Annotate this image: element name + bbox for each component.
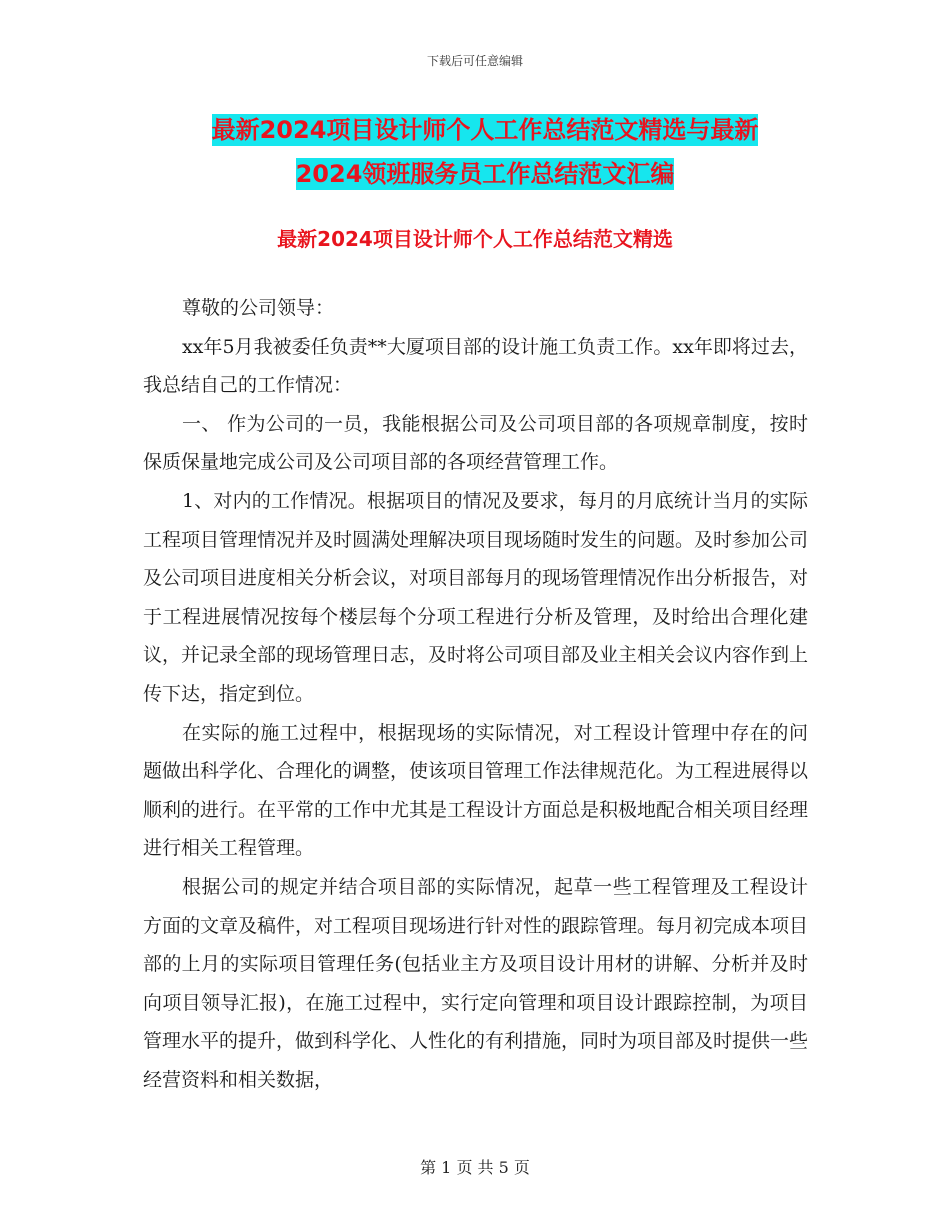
- paragraph: 1、对内的工作情况。根据项目的情况及要求，每月的月底统计当月的实际工程项目管理情况并及时圆满处理解决项目现场随时发生的问题。及时参加公司及公司项目进度相关分析会议，对项目部每月的现场管理情况作出分析报告，对于工程进展情况按每个楼层每个分项工程进行分析及管理，及时给出合理化建议，并记录全部的现场管理日志，及时将公司项目部及业主相关会议内容作到上传下达，指定到位。: [143, 489, 809, 705]
- paragraph-salutation: 尊敬的公司领导：: [181, 297, 334, 319]
- paragraph: xx年5月我被委任负责**大厦项目部的设计施工负责工作。xx年即将过去，我总结自己的工作情况：: [143, 335, 808, 397]
- document-body: [143, 289, 808, 1099]
- paragraph: 根据公司的规定并结合项目部的实际情况，起草一些工程管理及工程设计方面的文章及稿件，对工程项目现场进行针对性的跟踪管理。每月初完成本项目部的上月的实际项目管理任务(包括业主方及项目设计用材的讲解、分析并及时向项目领导汇报)，在施工过程中，实行定向管理和项目设计跟踪控制，为项目管理水平的提升，做到科学化、人性化的有利措施，同时为项目部及时提供一些经营资料和相关数据，: [143, 875, 809, 1091]
- paragraph: 在实际的施工过程中，根据现场的实际情况，对工程设计管理中存在的问题做出科学化、合理化的调整，使该项目管理工作法律规范化。为工程进展得以顺利的进行。在平常的工作中尤其是工程设计方面总是积极地配合相关项目经理进行相关工程管理。: [143, 721, 809, 860]
- document-title: [145, 108, 825, 196]
- document-title-line1: 最新2024项目设计师个人工作总结范文精选与最新: [211, 116, 759, 144]
- section-title: 最新2024项目设计师个人工作总结范文精选: [277, 227, 673, 251]
- document-title-line2: 2024领班服务员工作总结范文汇编: [295, 160, 675, 188]
- paragraph: 一、 作为公司的一员，我能根据公司及公司项目部的各项规章制度，按时保质保量地完成公司及公司项目部的各项经营管理工作。: [143, 412, 808, 474]
- page-number-footer: 第 1 页 共 5 页: [420, 1158, 530, 1177]
- header-note: 下载后可任意编辑: [426, 54, 523, 68]
